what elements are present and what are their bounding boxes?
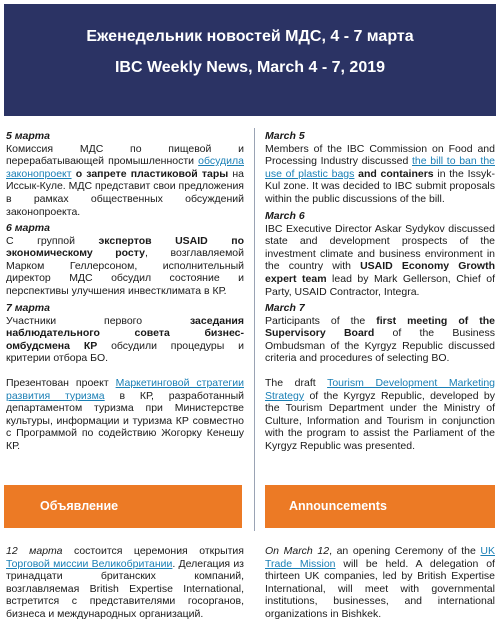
uk-trade-mission-link-ru[interactable]: Торговой миссии Великобритании	[6, 557, 173, 570]
date-label: March 7	[265, 302, 305, 314]
announcement-banner-en	[265, 485, 495, 528]
banner-label: Announcements	[289, 499, 387, 513]
bill-link-en[interactable]: the bill to ban the use of plastic bags	[265, 155, 495, 180]
announcement-date: On March 12	[265, 545, 330, 557]
announcement-ru: 12 марта состоится церемония открытия Торговой миссии Великобритании. Делегация из тринадцати британских компаний, возглавляемая British Expertise International, встретится с представителями госорганов, бизнеса и международных организаций.	[6, 545, 244, 620]
column-divider	[254, 128, 255, 531]
banner-label: Объявление	[40, 499, 119, 513]
announcement-date: 12 марта	[6, 545, 63, 557]
tourism-strategy-link-ru[interactable]: Маркетинговой стратегии развития туризма	[6, 376, 244, 402]
news-item-ru-march6: 6 марта С группой экспертов USAID по экономическому росту, возглавляемой Марком Геллерсоном, исполнительный директор МДС обсудил состояние и перспективы улучшения инвестклимата в КР.	[6, 222, 245, 297]
announcement-en: On March 12, an opening Ceremony of the UK Trade Mission will be held. A delegation of thirteen UK companies, led by British Expertise International, will meet with governmental institutions, businesses, and international organizations in Bishkek.	[265, 545, 495, 620]
date-label: 5 марта	[6, 130, 50, 142]
news-item-ru-march5: 5 марта Комиссия МДС по пищевой и перерабатывающей промышленности обсудила законопроект о запрете пластиковой тары на Иссык-Куле. МДС представит свои предложения в рамках общественных обсуждений законопроекта.	[6, 130, 244, 218]
date-label: March 6	[265, 210, 305, 222]
news-item-ru-march7: 7 марта Участники первого заседания наблюдательного совета бизнес-омбудсмена КР обсудили процедуры и критерии отбора БО. Презентован проект Маркетинговой стратегии развития туризма в КР, разработанный департаментом туризма при Министерстве культуры, информации и туризма КР совместно с Программой по содействию Жогорку Кенешу КР.	[6, 302, 244, 452]
news-item-en-march7: March 7 Participants of the first meeting of the Supervisory Board of the Business Ombudsman of the Kyrgyz Republic discussed criteria and procedures of selecting BO. The draft Tourism Development Marketing Strategy of the Kyrgyz Republic, developed by the Tourism Department under the Ministry of Culture, Information and Tourism in conjunction with the program to assist the Parliament of the Kyrgyz Republic was presented.	[265, 302, 495, 452]
uk-trade-mission-link-en[interactable]: UK Trade Mission	[265, 545, 495, 570]
title-english: IBC Weekly News, March 4 - 7, 2019	[114, 59, 386, 76]
newsletter-header	[4, 4, 496, 116]
announcement-banner-ru	[4, 485, 242, 528]
tourism-strategy-link-en[interactable]: Tourism Development Marketing Strategy	[265, 376, 495, 402]
bill-link-ru[interactable]: обсудила законопроект	[6, 155, 244, 180]
date-label: 7 марта	[6, 302, 50, 314]
news-item-en-march5: March 5 Members of the IBC Commission on Food and Processing Industry discussed the bill to ban the use of plastic bags and containers in the Issyk-Kul zone. It was decided to IBC submit proposals within the public discussions of the bill.	[265, 130, 496, 205]
news-item-en-march6: March 6 IBC Executive Director Askar Sydykov discussed state and development prospects of the investment climate and business environment in the country with USAID Economy Growth expert team lead by Mark Gellerson, Chief of Party, USAID Contractor, Integra.	[265, 210, 495, 298]
date-label: 6 марта	[6, 222, 50, 234]
date-label: March 5	[265, 130, 305, 142]
title-russian: Еженедельник новостей МДС, 4 - 7 марта	[86, 28, 414, 45]
